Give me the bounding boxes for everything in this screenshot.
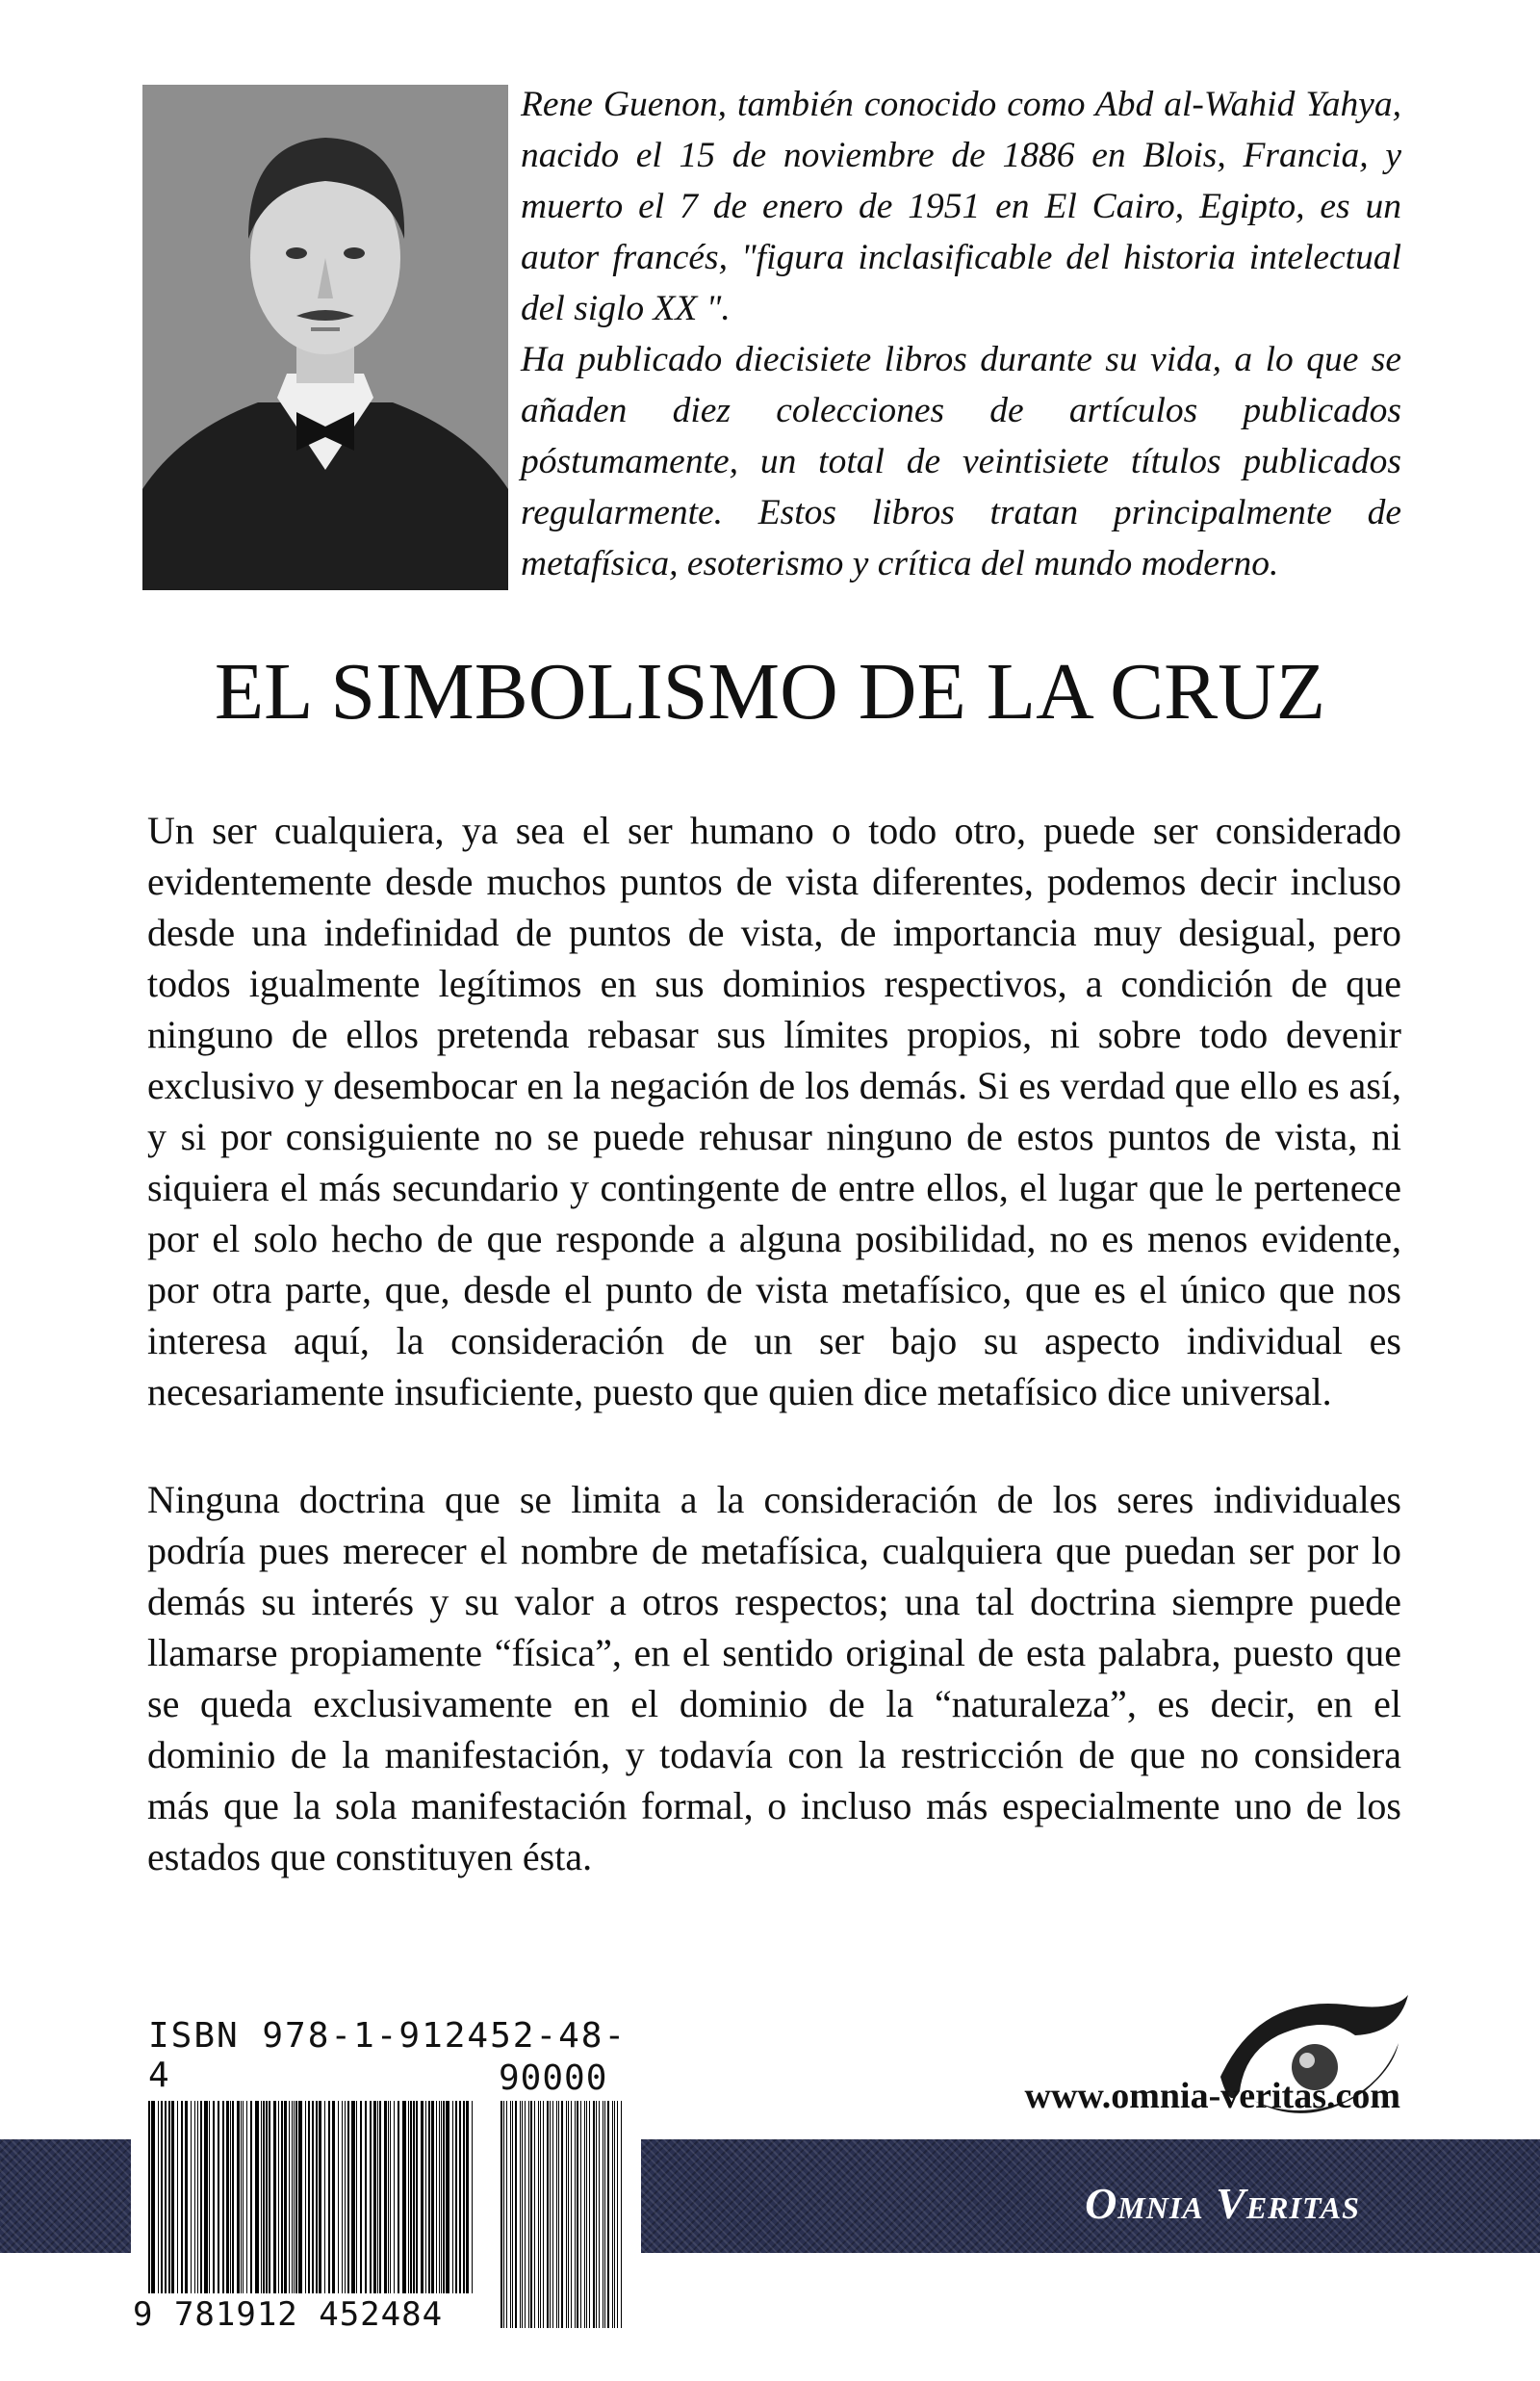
barcode-bar <box>181 2101 183 2293</box>
barcode-bar <box>428 2101 430 2293</box>
barcode-bar <box>161 2101 163 2293</box>
barcode-bar <box>534 2101 535 2328</box>
barcode-bar <box>328 2101 330 2293</box>
barcode-bar <box>243 2101 244 2293</box>
barcode-bar <box>421 2101 424 2293</box>
barcode-bar <box>292 2101 293 2293</box>
barcode-bar <box>431 2101 434 2293</box>
barcode-bar <box>530 2101 532 2328</box>
barcode-bar <box>425 2101 426 2293</box>
barcode-bar <box>338 2101 339 2293</box>
barcode-bar <box>607 2101 609 2328</box>
barcode-bar <box>566 2101 567 2328</box>
barcode-bar <box>552 2101 553 2328</box>
barcode-bar <box>547 2101 549 2328</box>
barcode-bar <box>351 2101 355 2293</box>
barcode-bar <box>525 2101 526 2328</box>
barcode-bar <box>177 2101 178 2293</box>
barcode-bar <box>510 2101 511 2328</box>
barcode-bar <box>556 2101 557 2328</box>
barcode-bar <box>436 2101 437 2293</box>
book-description <box>147 805 1401 1882</box>
barcode-bar <box>250 2101 252 2293</box>
ean-number: 9 781912 452484 <box>133 2295 444 2334</box>
barcode-bar <box>230 2101 231 2293</box>
barcode-bar <box>575 2101 576 2328</box>
barcode-bar <box>298 2101 302 2293</box>
barcode-bar <box>472 2101 473 2293</box>
barcode-bar <box>266 2101 268 2293</box>
barcode-bar <box>614 2101 615 2328</box>
barcode-bar <box>577 2101 578 2328</box>
barcode-bar <box>295 2101 297 2293</box>
barcode-bar <box>571 2101 572 2328</box>
barcode-bar <box>459 2101 461 2293</box>
barcode-bar <box>316 2101 318 2293</box>
barcode-bar <box>232 2101 234 2293</box>
barcode-bar <box>218 2101 219 2293</box>
barcode-bar <box>377 2101 378 2293</box>
barcode-bar <box>528 2101 529 2328</box>
portrait-illustration <box>142 85 508 590</box>
barcode-bar <box>589 2101 590 2328</box>
barcode-bar <box>596 2101 597 2328</box>
barcode-bar <box>281 2101 283 2293</box>
barcode-bar <box>500 2101 502 2328</box>
barcode-bar <box>345 2101 346 2293</box>
barcode-bar <box>443 2101 445 2293</box>
barcode-bar <box>261 2101 262 2293</box>
barcode-bar <box>148 2101 150 2293</box>
description-paragraph-2: Ninguna doctrina que se limita a la consideración de los seres individuales podría pues merecer el nombre de metafísica, cualquiera que puedan ser por lo demás su interés y su valor a otros respectos; una tal doctrina siempre puede llamarse propiamente “física”, en el sentido original de esta palabra, puesto que se queda exclusivamente en el dominio de la “naturaleza”, es decir, en el dominio de la manifestación, y todavía con la restricción de que no considera más que la sola manifestación formal, o incluso más especialmente uno de los estados que constituyen ésta. <box>147 1478 1401 1878</box>
barcode-bar <box>209 2101 210 2293</box>
barcode-bar <box>388 2101 389 2293</box>
barcode-bar <box>384 2101 387 2293</box>
barcode-bar <box>370 2101 372 2293</box>
author-portrait <box>142 85 508 590</box>
price-addon-code: 90000 <box>499 2058 608 2098</box>
barcode-bar <box>621 2101 622 2328</box>
barcode-bar <box>194 2101 195 2293</box>
barcode-bar <box>360 2101 362 2293</box>
barcode-bar <box>617 2101 618 2328</box>
barcode-bar <box>255 2101 259 2293</box>
barcode-bar <box>503 2101 504 2328</box>
barcode-bar <box>289 2101 290 2293</box>
barcode-bar <box>515 2101 517 2328</box>
barcode-bar <box>379 2101 381 2293</box>
barcode-bar <box>269 2101 270 2293</box>
barcode-bar <box>416 2101 418 2293</box>
barcode-bar <box>394 2101 395 2293</box>
barcode-bar <box>213 2101 215 2293</box>
barcode-bar <box>273 2101 276 2293</box>
barcode-bar <box>278 2101 279 2293</box>
barcode-bar <box>584 2101 585 2328</box>
barcode-bar <box>197 2101 198 2293</box>
barcode-bar <box>593 2101 595 2328</box>
barcode-bar <box>506 2101 507 2328</box>
barcode-bar <box>263 2101 265 2293</box>
publisher-brand-logo: Omnia Veritas <box>1085 2179 1360 2228</box>
barcode-bar <box>446 2101 449 2293</box>
barcode-bar <box>455 2101 457 2293</box>
barcode-bar <box>463 2101 465 2293</box>
barcode-bar <box>413 2101 415 2293</box>
barcode-bar <box>452 2101 453 2293</box>
barcode-bar <box>512 2101 513 2328</box>
barcode-bar <box>332 2101 335 2293</box>
barcode-bar <box>365 2101 367 2293</box>
barcode-bar <box>550 2101 551 2328</box>
barcode-bar <box>191 2101 192 2293</box>
barcode-bar <box>466 2101 469 2293</box>
barcode-bar <box>158 2101 159 2293</box>
barcode-bar <box>222 2101 224 2293</box>
barcode-bar <box>441 2101 442 2293</box>
barcode-bar <box>543 2101 544 2328</box>
barcode-bar <box>347 2101 349 2293</box>
addon-barcode-bars <box>500 2101 624 2328</box>
barcode-bar <box>294 2101 295 2293</box>
barcode-bar <box>580 2101 581 2328</box>
barcode-bar <box>284 2101 287 2293</box>
barcode-bars <box>148 2101 475 2293</box>
barcode-bar <box>410 2101 412 2293</box>
barcode-bar <box>324 2101 325 2293</box>
barcode-bar <box>612 2101 613 2328</box>
barcode-bar <box>439 2101 440 2293</box>
isbn-label: ISBN 978-1-912452-48-4 <box>148 2016 628 2095</box>
barcode-bar <box>168 2101 170 2293</box>
barcode-bar <box>373 2101 376 2293</box>
description-paragraph-1: Un ser cualquiera, ya sea el ser humano o todo otro, puede ser considerado evidentemente desde muchos puntos de vista diferentes, podemos decir incluso desde una indefinidad de puntos de vista, de importancia muy desigual, pero todos igualmente legítimos en sus dominios respectivos, a condición de que ninguno de ellos pretenda rebasar sus límites propios, ni sobre todo devenir exclusivo y desembocar en la negación de los demás. Si es verdad que ello es así, y si por consiguiente no se puede rehusar ninguno de estos puntos de vista, ni siquiera el más secundario y contingente de entre ellos, el lugar que le pertenece por el solo hecho de que responde a alguna posibilidad, no es menos evidente, por otra parte, que, desde el punto de vista metafísico, que es el único que nos interesa aquí, la consideración de un ser bajo su aspecto individual es necesariamente insuficiente, puesto que quien dice metafísico dice universal. <box>147 809 1401 1413</box>
bio-paragraph-2: Ha publicado diecisiete libros durante su vida, a lo que se añaden diez colecciones de artículos publicados póstumamente, un total de veintisiete títulos publicados regularmente. Estos libros tratan principalmente de metafísica, esoterismo y crítica del mundo moderno. <box>521 340 1401 583</box>
bio-paragraph-1: Rene Guenon, también conocido como Abd al-Wahid Yahya, nacido el 15 de noviembre de 1886 en Blois, Francia, y muerto el 7 de enero de 1951 en El Cairo, Egipto, es un autor francés, "figura inclasificable del historia intelectual del siglo XX ". <box>521 85 1401 328</box>
publisher-website-link[interactable]: www.omnia-veritas.com <box>1024 2076 1400 2116</box>
barcode-bar <box>356 2101 357 2293</box>
barcode-bar <box>402 2101 406 2293</box>
barcode-bar <box>204 2101 208 2293</box>
barcode-bar <box>185 2101 188 2293</box>
barcode-bar <box>558 2101 559 2328</box>
barcode-bar <box>319 2101 321 2293</box>
barcode-bar <box>312 2101 314 2293</box>
barcode-bar <box>241 2101 242 2293</box>
barcode-bar <box>200 2101 202 2293</box>
barcode-bar <box>599 2101 600 2328</box>
author-biography <box>521 79 1401 589</box>
barcode-bar <box>308 2101 310 2293</box>
barcode-bar <box>226 2101 229 2293</box>
barcode-bar <box>390 2101 391 2293</box>
barcode-bar <box>246 2101 247 2293</box>
barcode-bar <box>237 2101 240 2293</box>
barcode-bar <box>151 2101 155 2293</box>
barcode-bar <box>342 2101 343 2293</box>
barcode-block <box>131 2016 641 2334</box>
barcode-bar <box>165 2101 167 2293</box>
barcode-bar <box>408 2101 409 2293</box>
barcode-bar <box>540 2101 541 2328</box>
barcode-bar <box>568 2101 569 2328</box>
barcode-bar <box>586 2101 587 2328</box>
barcode-bar <box>171 2101 174 2293</box>
barcode-bar <box>561 2101 563 2328</box>
barcode-bar <box>520 2101 521 2328</box>
barcode-bar <box>522 2101 523 2328</box>
book-title: EL SIMBOLISMO DE LA CRUZ <box>214 647 1326 737</box>
barcode-bar <box>604 2101 605 2328</box>
barcode-bar <box>538 2101 539 2328</box>
barcode-bar <box>398 2101 399 2293</box>
barcode-bar <box>305 2101 306 2293</box>
